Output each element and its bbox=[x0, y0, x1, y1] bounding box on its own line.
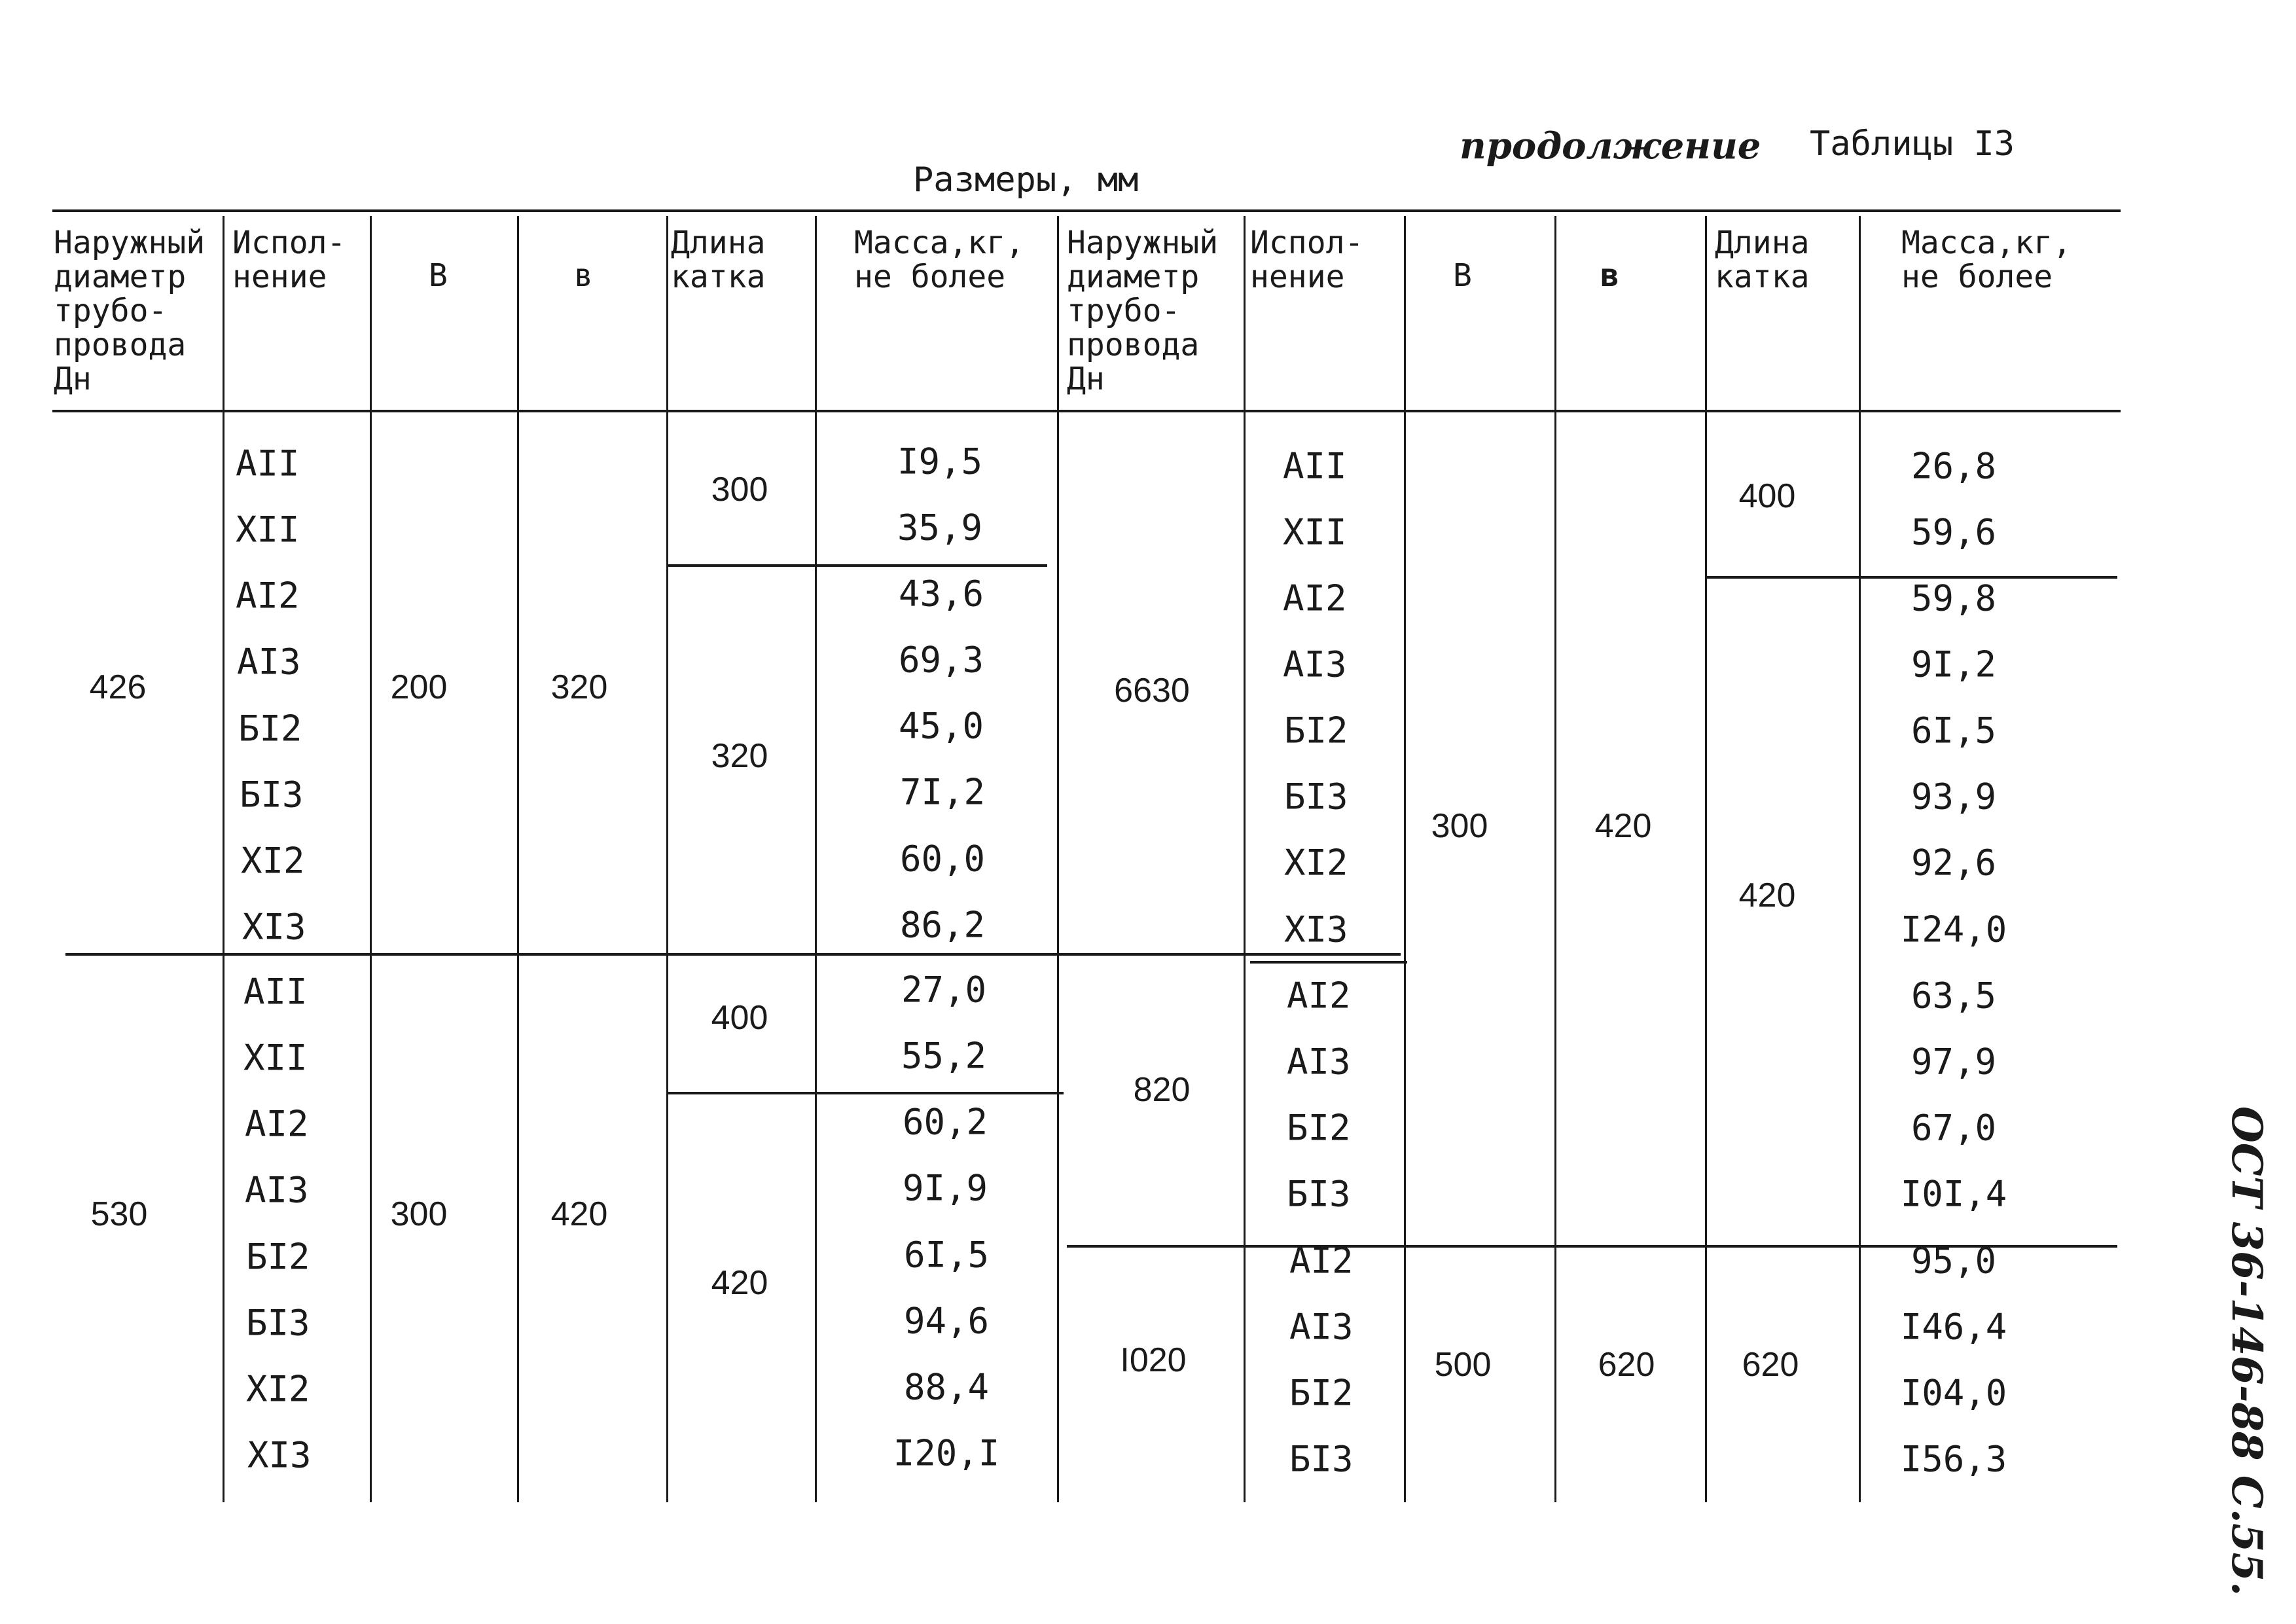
header-length-left: Длина катка bbox=[671, 225, 766, 295]
right-variant-cell: БI3 bbox=[1287, 1173, 1351, 1215]
continuation-note: продолжение bbox=[1460, 124, 1761, 168]
left-length-divider-1 bbox=[668, 564, 1047, 567]
col-rule-5 bbox=[815, 216, 817, 1502]
right-mass-cell: 92,6 bbox=[1910, 842, 1997, 884]
left-mass-cell: 7I,2 bbox=[899, 771, 986, 813]
col-rule-11 bbox=[1859, 216, 1861, 1502]
left-variant-cell: БI2 bbox=[246, 1236, 310, 1278]
right-mass-cell: 93,9 bbox=[1910, 776, 1997, 818]
right-mass-cell: 26,8 bbox=[1910, 445, 1997, 487]
left-diameter-cell: 530 bbox=[90, 1195, 148, 1233]
left-length-cell: 420 bbox=[711, 1264, 768, 1302]
right-variant-cell: АI2 bbox=[1283, 577, 1347, 619]
right-length-cell: 400 bbox=[1738, 477, 1796, 515]
left-B-cell: 200 bbox=[390, 668, 448, 706]
left-variant-cell: БI2 bbox=[238, 708, 302, 749]
col-rule-8 bbox=[1404, 216, 1406, 1502]
left-mass-cell: 6I,5 bbox=[903, 1234, 990, 1276]
right-variant-cell: ХI2 bbox=[1284, 842, 1348, 884]
header-mass-right: Масса,кг, не более bbox=[1901, 225, 2072, 295]
header-b-left: в bbox=[574, 257, 593, 294]
left-variant-cell: БI3 bbox=[246, 1302, 310, 1344]
left-mass-cell: I9,5 bbox=[897, 441, 983, 482]
left-length-cell: 300 bbox=[711, 471, 768, 509]
right-variant-cell: БI2 bbox=[1284, 710, 1348, 751]
right-mass-cell: 95,0 bbox=[1910, 1240, 1997, 1282]
table-top-rule bbox=[52, 209, 2121, 212]
right-variant-cell: АI3 bbox=[1283, 643, 1347, 685]
right-variant-cell: ХI3 bbox=[1284, 909, 1348, 950]
header-b-right: в bbox=[1600, 257, 1619, 294]
left-variant-cell: АII bbox=[243, 971, 308, 1013]
right-variant-divider bbox=[1250, 961, 1407, 964]
right-variant-cell: АI3 bbox=[1289, 1306, 1354, 1348]
left-variant-cell: ХII bbox=[243, 1037, 308, 1079]
left-B-cell: 300 bbox=[390, 1195, 448, 1233]
col-rule-9 bbox=[1554, 216, 1556, 1502]
header-bottom-rule bbox=[52, 410, 2121, 412]
right-mass-cell: I56,3 bbox=[1900, 1438, 2007, 1480]
left-variant-cell: АII bbox=[236, 442, 300, 484]
right-variant-cell: ХII bbox=[1283, 511, 1347, 553]
col-rule-1 bbox=[223, 216, 224, 1502]
left-mass-cell: 45,0 bbox=[898, 705, 984, 747]
left-mass-cell: 60,2 bbox=[902, 1101, 988, 1143]
left-length-cell: 320 bbox=[711, 737, 768, 775]
right-mass-cell: 6I,5 bbox=[1910, 710, 1997, 751]
left-b-cell: 420 bbox=[550, 1195, 608, 1233]
left-mass-cell: 88,4 bbox=[903, 1366, 990, 1408]
left-variant-cell: АI2 bbox=[245, 1103, 309, 1145]
left-variant-cell: ХI3 bbox=[242, 906, 306, 948]
col-rule-3 bbox=[517, 216, 519, 1502]
left-variant-cell: ХI2 bbox=[246, 1368, 310, 1410]
header-length-right: Длина катка bbox=[1715, 225, 1810, 295]
right-mass-cell: 97,9 bbox=[1910, 1041, 1997, 1083]
right-variant-cell: БI2 bbox=[1287, 1107, 1351, 1149]
right-variant-cell: БI2 bbox=[1289, 1372, 1354, 1414]
right-mass-cell: I24,0 bbox=[1900, 909, 2007, 950]
right-mass-cell: 59,8 bbox=[1910, 577, 1997, 619]
right-mass-cell: 63,5 bbox=[1910, 975, 1997, 1017]
right-B-cell: 500 bbox=[1434, 1346, 1492, 1384]
right-variant-cell: АI2 bbox=[1287, 975, 1351, 1017]
col-rule-10 bbox=[1705, 216, 1707, 1502]
table-label: Таблицы I3 bbox=[1810, 124, 2015, 164]
col-rule-6 bbox=[1057, 216, 1059, 1502]
right-variant-cell: АI3 bbox=[1287, 1041, 1351, 1083]
header-B-right: В bbox=[1453, 257, 1472, 294]
header-diameter-left: Наружный диаметр трубо- провода Дн bbox=[54, 225, 206, 397]
right-diameter-cell: 820 bbox=[1133, 1071, 1191, 1109]
left-length-divider-2 bbox=[668, 1092, 1064, 1094]
col-rule-2 bbox=[370, 216, 372, 1502]
units-caption: Размеры, мм bbox=[913, 160, 1139, 200]
left-mass-cell: I20,I bbox=[893, 1432, 1000, 1474]
right-diameter-cell: I020 bbox=[1120, 1341, 1187, 1379]
right-variant-cell: БI3 bbox=[1289, 1438, 1354, 1480]
group-divider-rule bbox=[65, 953, 1401, 956]
left-variant-cell: ХII bbox=[236, 509, 300, 550]
left-mass-cell: 9I,9 bbox=[902, 1167, 988, 1209]
header-variant-right: Испол- нение bbox=[1250, 225, 1364, 295]
header-diameter-right: Наружный диаметр трубо- провода Дн bbox=[1067, 225, 1219, 397]
right-length-cell: 620 bbox=[1742, 1346, 1799, 1384]
left-variant-cell: ХI3 bbox=[247, 1434, 312, 1476]
col-rule-7 bbox=[1244, 216, 1246, 1502]
left-mass-cell: 69,3 bbox=[898, 639, 984, 681]
right-diameter-cell: 6630 bbox=[1114, 672, 1190, 710]
left-mass-cell: 43,6 bbox=[898, 573, 984, 615]
right-mass-cell: 59,6 bbox=[1910, 511, 1997, 553]
left-mass-cell: 86,2 bbox=[899, 904, 986, 946]
left-diameter-cell: 426 bbox=[89, 668, 147, 706]
right-mass-cell: I46,4 bbox=[1900, 1306, 2007, 1348]
left-variant-cell: БI3 bbox=[240, 774, 304, 816]
left-variant-cell: АI3 bbox=[245, 1169, 309, 1211]
left-mass-cell: 27,0 bbox=[901, 969, 987, 1011]
left-mass-cell: 35,9 bbox=[897, 507, 983, 549]
right-length-cell: 420 bbox=[1738, 876, 1796, 914]
right-variant-cell: АII bbox=[1283, 445, 1347, 487]
left-mass-cell: 55,2 bbox=[901, 1035, 987, 1077]
left-variant-cell: ХI2 bbox=[241, 840, 305, 882]
right-mass-cell: 9I,2 bbox=[1910, 643, 1997, 685]
left-variant-cell: АI3 bbox=[237, 641, 301, 683]
header-B-left: В bbox=[429, 257, 448, 294]
header-variant-left: Испол- нение bbox=[232, 225, 346, 295]
left-variant-cell: АI2 bbox=[236, 575, 300, 617]
right-mass-cell: I04,0 bbox=[1900, 1372, 2007, 1414]
right-b-cell: 620 bbox=[1598, 1346, 1655, 1384]
right-b-cell: 420 bbox=[1594, 807, 1652, 845]
left-mass-cell: 60,0 bbox=[899, 838, 986, 880]
right-B-cell: 300 bbox=[1431, 807, 1488, 845]
left-length-cell: 400 bbox=[711, 999, 768, 1037]
left-b-cell: 320 bbox=[550, 668, 608, 706]
right-mass-cell: 67,0 bbox=[1910, 1107, 1997, 1149]
left-mass-cell: 94,6 bbox=[903, 1300, 990, 1342]
standard-code-note: ОСТ 36-146-88 С.55. bbox=[2222, 1106, 2271, 1597]
col-rule-4 bbox=[666, 216, 668, 1502]
right-variant-cell: БI3 bbox=[1284, 776, 1348, 818]
header-mass-left: Масса,кг, не более bbox=[854, 225, 1025, 295]
right-variant-cell: АI2 bbox=[1289, 1240, 1354, 1282]
right-mass-cell: I0I,4 bbox=[1900, 1173, 2007, 1215]
